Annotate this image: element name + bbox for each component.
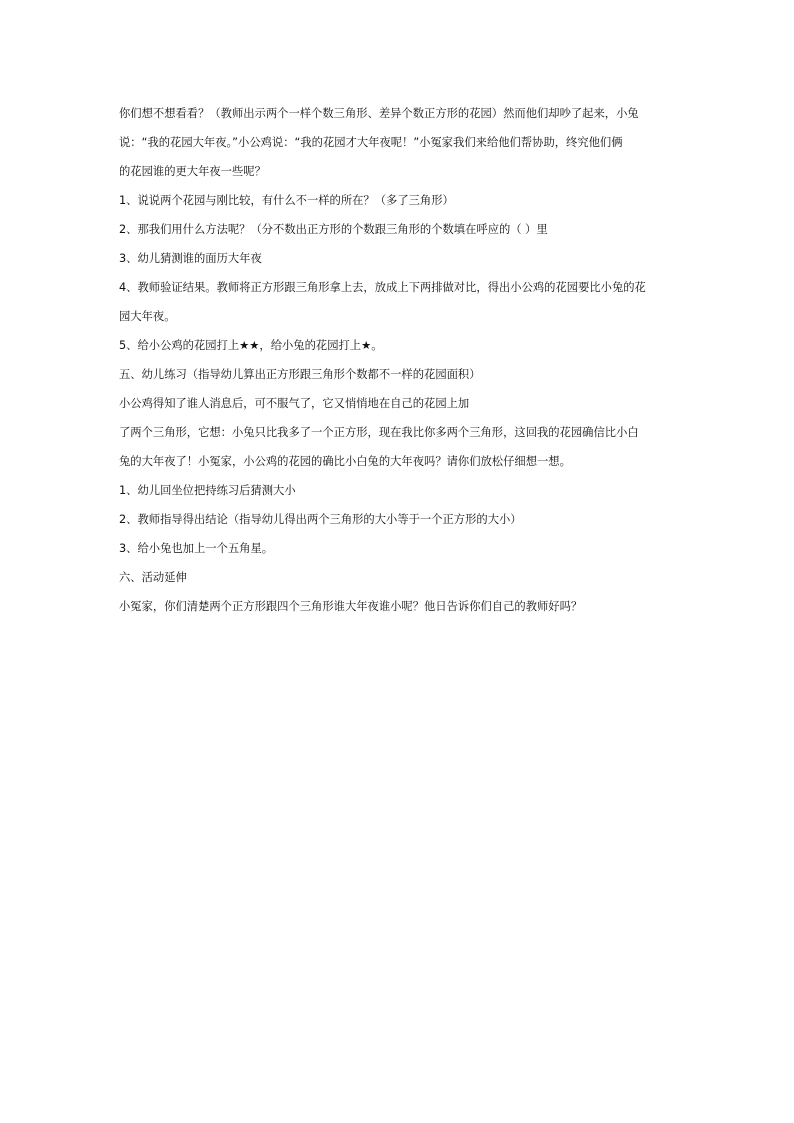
text-line: 小公鸡得知了谁人消息后，可不服气了，它又悄悄地在自己的花园上加: [119, 397, 470, 410]
section-heading: 五、幼儿练习（指导幼儿算出正方形跟三角形个数都不一样的花园面积）: [119, 368, 481, 381]
list-item: 3、给小兔也加上一个五角星。: [119, 542, 274, 555]
text-line: 你们想不想看看？（教师出示两个一样个数三角形、差异个数正方形的花园）然而他们却吵了起来，小兔: [119, 107, 639, 120]
list-item: 1、说说两个花园与刚比较，有什么不一样的所在？（多了三角形）: [119, 194, 454, 207]
document-body: [119, 99, 679, 621]
text-line: 小冤家，你们清楚两个正方形跟四个三角形谁大年夜谁小呢？他日告诉你们自己的教师好吗？: [119, 600, 583, 613]
text-line: 说：“我的花园大年夜。”小公鸡说：“我的花园才大年夜呢！”小冤家我们来给他们帮协助，终究他们俩: [119, 136, 623, 149]
section-heading: 六、活动延伸: [119, 571, 187, 584]
list-item: 3、幼儿猜测谁的面历大年夜: [119, 252, 262, 265]
text-line: 的花园谁的更大年夜一些呢？: [119, 165, 266, 178]
text-line: 园大年夜。: [119, 310, 176, 323]
list-item: 5、给小公鸡的花园打上★★，给小兔的花园打上★。: [119, 339, 383, 352]
text-line: 了两个三角形，它想：小兔只比我多了一个正方形，现在我比你多两个三角形，这回我的花园确信比小白: [119, 426, 639, 439]
list-item: 1、幼儿回坐位把持练习后猜测大小: [119, 484, 296, 497]
text-line: 兔的大年夜了！小冤家，小公鸡的花园的确比小白兔的大年夜吗？请你们放松仔细想一想。: [119, 455, 571, 468]
list-item: 2、那我们用什么方法呢？（分不数出正方形的个数跟三角形的个数填在呼应的（ ）里: [119, 223, 548, 236]
list-item: 2、教师指导得出结论（指导幼儿得出两个三角形的大小等于一个正方形的大小）: [119, 513, 522, 526]
list-item: 4、教师验证结果。教师将正方形跟三角形拿上去，放成上下两排做对比，得出小公鸡的花园要比小兔的花: [119, 281, 646, 294]
